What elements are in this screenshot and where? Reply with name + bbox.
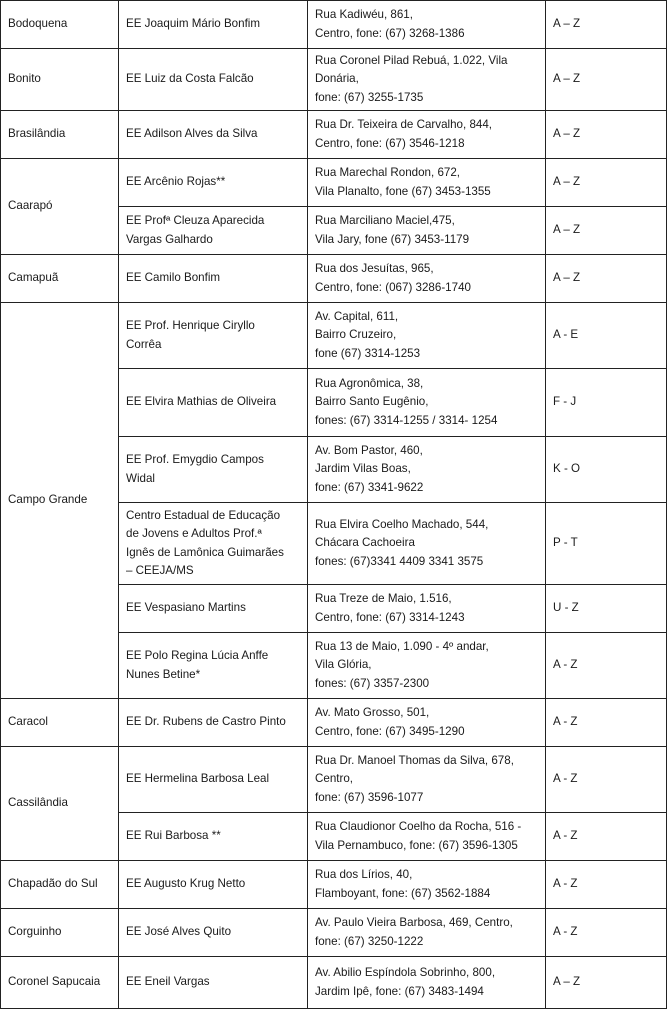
address-line: Rua Elvira Coelho Machado, 544, bbox=[315, 517, 489, 531]
school-name-line: Centro Estadual de Educação bbox=[126, 508, 281, 522]
address-line: Rua Agronômica, 38, bbox=[315, 376, 424, 390]
school-name-line: EE Luiz da Costa Falcão bbox=[126, 72, 254, 86]
address-line: Chácara Cachoeira bbox=[315, 536, 415, 550]
address-cell bbox=[308, 909, 546, 957]
address-line: Centro, fone: (67) 3268-1386 bbox=[315, 26, 465, 40]
address-line: fones: (67) 3357-2300 bbox=[315, 676, 430, 690]
school-name-line: EE Elvira Mathias de Oliveira bbox=[126, 395, 277, 409]
school-cell bbox=[119, 633, 308, 699]
school-cell bbox=[119, 861, 308, 909]
address-line: fones: (67) 3314-1255 / 3314- 1254 bbox=[315, 413, 498, 427]
school-name-line: EE Rui Barbosa ** bbox=[126, 829, 221, 843]
letter-range-cell: F - J bbox=[546, 369, 667, 437]
letter-range-cell: A – Z bbox=[546, 957, 667, 1009]
school-name-line: Ignês de Lamônica Guimarães bbox=[126, 545, 284, 559]
school-cell bbox=[119, 303, 308, 369]
school-name-line: Corrêa bbox=[126, 337, 162, 351]
letter-range-cell: A - E bbox=[546, 303, 667, 369]
school-cell bbox=[119, 255, 308, 303]
school-cell bbox=[119, 585, 308, 633]
address-line: fone: (67) 3250-1222 bbox=[315, 934, 424, 948]
school-cell bbox=[119, 813, 308, 861]
letter-range-cell: P - T bbox=[546, 503, 667, 585]
table-row bbox=[1, 747, 667, 813]
address-line: Av. Mato Grosso, 501, bbox=[315, 706, 430, 719]
table-row bbox=[1, 159, 667, 207]
address-line: Jardim Vilas Boas, bbox=[315, 462, 411, 476]
school-cell bbox=[119, 369, 308, 437]
address-line: fone: (67) 3596-1077 bbox=[315, 790, 424, 804]
letter-range-cell: A – Z bbox=[546, 111, 667, 159]
address-cell bbox=[308, 49, 546, 111]
letter-range-cell: A - Z bbox=[546, 633, 667, 699]
letter-range-cell: A - Z bbox=[546, 813, 667, 861]
address-cell bbox=[308, 503, 546, 585]
school-name-line: EE Prof. Emygdio Campos bbox=[126, 453, 264, 466]
address-cell bbox=[308, 159, 546, 207]
city-cell: Coronel Sapucaia bbox=[1, 957, 119, 1009]
letter-range-cell: A - Z bbox=[546, 747, 667, 813]
school-name-line: EE Adilson Alves da Silva bbox=[126, 127, 258, 141]
address-cell bbox=[308, 1, 546, 49]
address-line: Vila Jary, fone (67) 3453-1179 bbox=[315, 232, 470, 246]
school-cell bbox=[119, 111, 308, 159]
address-cell bbox=[308, 255, 546, 303]
school-name-line: EE Augusto Krug Netto bbox=[126, 877, 246, 891]
address-line: Bairro Santo Eugênio, bbox=[315, 395, 429, 409]
school-cell bbox=[119, 699, 308, 747]
address-line: Rua Kadiwéu, 861, bbox=[315, 8, 413, 21]
address-cell bbox=[308, 813, 546, 861]
address-line: Bairro Cruzeiro, bbox=[315, 328, 397, 342]
address-cell bbox=[308, 111, 546, 159]
school-name-line: EE Dr. Rubens de Castro Pinto bbox=[126, 715, 286, 729]
address-cell bbox=[308, 207, 546, 255]
address-line: Rua Claudionor Coelho da Rocha, 516 - bbox=[315, 820, 522, 833]
city-cell: Camapuã bbox=[1, 255, 119, 303]
address-line: Rua dos Jesuítas, 965, bbox=[315, 262, 434, 275]
address-cell bbox=[308, 369, 546, 437]
school-cell bbox=[119, 957, 308, 1009]
table-row bbox=[1, 861, 667, 909]
address-cell bbox=[308, 585, 546, 633]
address-line: Flamboyant, fone: (67) 3562-1884 bbox=[315, 886, 491, 900]
table-row bbox=[1, 957, 667, 1009]
address-line: Centro, fone: (067) 3286-1740 bbox=[315, 280, 471, 294]
table-row bbox=[1, 255, 667, 303]
school-name-line: EE Camilo Bonfim bbox=[126, 271, 221, 285]
address-line: Vila Planalto, fone (67) 3453-1355 bbox=[315, 184, 491, 198]
address-line: Vila Pernambuco, fone: (67) 3596-1305 bbox=[315, 838, 518, 852]
address-line: Donária, bbox=[315, 72, 359, 86]
address-line: Rua Coronel Pilad Rebuá, 1.022, Vila bbox=[315, 53, 508, 67]
address-line: Vila Glória, bbox=[315, 658, 372, 672]
letter-range-cell: U - Z bbox=[546, 585, 667, 633]
city-cell: Caarapó bbox=[1, 159, 119, 255]
address-line: Av. Capital, 611, bbox=[315, 309, 399, 323]
school-cell bbox=[119, 909, 308, 957]
city-cell: Brasilândia bbox=[1, 111, 119, 159]
address-line: Rua Marechal Rondon, 672, bbox=[315, 166, 461, 179]
table-row bbox=[1, 111, 667, 159]
address-line: Rua Dr. Manoel Thomas da Silva, 678, bbox=[315, 753, 514, 767]
table-row bbox=[1, 303, 667, 369]
address-line: Centro, fone: (67) 3495-1290 bbox=[315, 724, 465, 738]
school-name-line: EE Arcênio Rojas** bbox=[126, 175, 226, 189]
letter-range-cell: K - O bbox=[546, 437, 667, 503]
letter-range-cell: A – Z bbox=[546, 49, 667, 111]
city-cell: Corguinho bbox=[1, 909, 119, 957]
address-line: Jardim Ipê, fone: (67) 3483-1494 bbox=[315, 984, 484, 998]
city-cell: Campo Grande bbox=[1, 303, 119, 699]
school-name-line: EE Joaquim Mário Bonfim bbox=[126, 17, 261, 31]
letter-range-cell: A – Z bbox=[546, 207, 667, 255]
table-row bbox=[1, 1, 667, 49]
address-line: Rua 13 de Maio, 1.090 - 4º andar, bbox=[315, 639, 489, 653]
school-name-line: – CEEJA/MS bbox=[126, 564, 194, 577]
letter-range-cell: A – Z bbox=[546, 159, 667, 207]
address-line: Rua Dr. Teixeira de Carvalho, 844, bbox=[315, 118, 493, 131]
address-line: Centro, bbox=[315, 772, 354, 786]
city-cell: Chapadão do Sul bbox=[1, 861, 119, 909]
table-row bbox=[1, 909, 667, 957]
address-line: Centro, fone: (67) 3314-1243 bbox=[315, 610, 465, 624]
school-name-line: EE Profª Cleuza Aparecida bbox=[126, 214, 265, 227]
address-cell bbox=[308, 699, 546, 747]
letter-range-cell: A - Z bbox=[546, 699, 667, 747]
school-cell bbox=[119, 503, 308, 585]
address-cell bbox=[308, 747, 546, 813]
school-name-line: de Jovens e Adultos Prof.ª bbox=[126, 527, 262, 540]
address-cell bbox=[308, 437, 546, 503]
letter-range-cell: A - Z bbox=[546, 909, 667, 957]
school-name-line: Nunes Betine* bbox=[126, 667, 201, 681]
table-body bbox=[1, 1, 667, 1009]
address-line: Rua Treze de Maio, 1.516, bbox=[315, 592, 452, 605]
school-name-line: EE Eneil Vargas bbox=[126, 975, 210, 989]
school-cell bbox=[119, 1, 308, 49]
city-cell: Cassilândia bbox=[1, 747, 119, 861]
address-line: fones: (67)3341 4409 3341 3575 bbox=[315, 554, 484, 568]
address-line: Av. Paulo Vieira Barbosa, 469, Centro, bbox=[315, 916, 513, 929]
school-cell bbox=[119, 747, 308, 813]
table-row bbox=[1, 49, 667, 111]
letter-range-cell: A - Z bbox=[546, 861, 667, 909]
address-line: Av. Abilio Espíndola Sobrinho, 800, bbox=[315, 966, 496, 979]
address-cell bbox=[308, 303, 546, 369]
school-name-line: EE Polo Regina Lúcia Anffe bbox=[126, 649, 269, 662]
address-line: Rua Marciliano Maciel,475, bbox=[315, 214, 455, 227]
school-cell bbox=[119, 207, 308, 255]
letter-range-cell: A – Z bbox=[546, 1, 667, 49]
city-cell: Bodoquena bbox=[1, 1, 119, 49]
address-cell bbox=[308, 861, 546, 909]
address-line: Centro, fone: (67) 3546-1218 bbox=[315, 136, 465, 150]
school-name-line: Vargas Galhardo bbox=[126, 232, 213, 246]
school-name-line: EE José Alves Quito bbox=[126, 925, 232, 939]
address-line: fone: (67) 3341-9622 bbox=[315, 480, 424, 494]
letter-range-cell: A – Z bbox=[546, 255, 667, 303]
table-row bbox=[1, 699, 667, 747]
address-line: fone: (67) 3255-1735 bbox=[315, 90, 424, 104]
address-line: Rua dos Lírios, 40, bbox=[315, 868, 413, 881]
school-name-line: Widal bbox=[126, 471, 155, 485]
school-cell bbox=[119, 49, 308, 111]
city-cell: Caracol bbox=[1, 699, 119, 747]
address-line: Av. Bom Pastor, 460, bbox=[315, 443, 423, 457]
school-cell bbox=[119, 159, 308, 207]
school-cell bbox=[119, 437, 308, 503]
school-name-line: EE Prof. Henrique Ciryllo bbox=[126, 319, 255, 332]
address-cell bbox=[308, 633, 546, 699]
school-name-line: EE Hermelina Barbosa Leal bbox=[126, 772, 270, 786]
school-name-line: EE Vespasiano Martins bbox=[126, 601, 246, 615]
city-cell: Bonito bbox=[1, 49, 119, 111]
address-line: fone (67) 3314-1253 bbox=[315, 346, 421, 360]
address-cell bbox=[308, 957, 546, 1009]
